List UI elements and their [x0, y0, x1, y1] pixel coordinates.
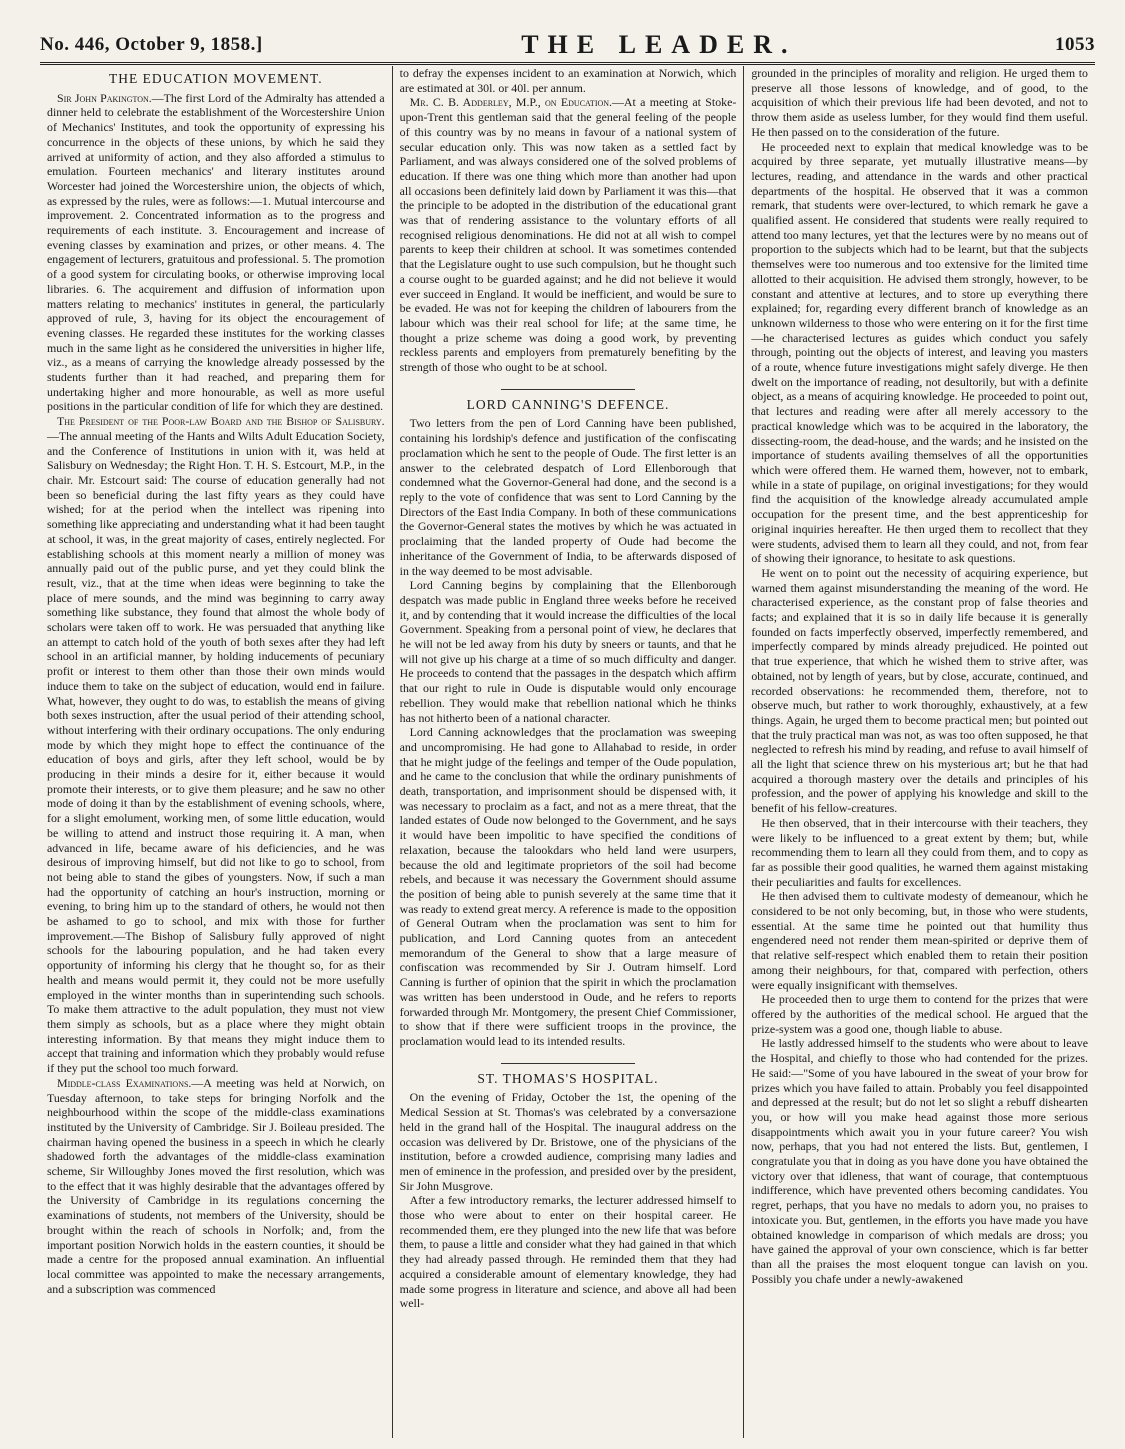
paragraph: He then observed, that in their intercourse with their teachers, they were likely to be influenced to a great extent by them; but, while recommending them to learn all they could from them, and to copy as far as possible their good qualities, he warned them against mistaking their peculiarities and faults for excellences.	[751, 815, 1088, 889]
column-3	[743, 66, 1095, 1438]
paragraph: to defray the expenses incident to an examination at Norwich, which are estimated at 30l. or 40l. per annum.	[399, 66, 737, 95]
paragraph: He went on to point out the necessity of acquiring experience, but warned them against misunderstanding the meaning of the word. He characterised experience, as the constant prop of false theories and facts; and explained that it is so in daily life because it is generally founded on facts imperfectly observed, imperfectly remembered, and imperfectly compared by minds already prejudiced. He pointed out that true experience, that which he wished them to strive after, was obtained, not by length of years, but by close, accurate, continued, and recorded observations: he recommended them, therefore, not to observe much, but rather to work thoroughly, exhaustively, at a few things. Again, he urged them to become practical men; but pointed out that the truly practical man was not, as was too often supposed, he that neglected to refresh his mind by reading, and refuse to avail himself of all the light that science threw on his mysterious art; but he that had acquired a thorough mastery over the details and principles of his profession, and the power of applying his knowledge and skill to the benefit of his fellow-creatures.	[751, 565, 1088, 816]
paragraph	[47, 414, 385, 1076]
paragraph-lead: Mr. C. B. Adderley, M.P., on Education.	[409, 95, 613, 110]
paragraph-lead: The President of the Poor-law Board and the Bishop of Salisbury.	[57, 414, 385, 429]
issue-date: No. 446, October 9, 1858.]	[40, 34, 263, 55]
masthead	[40, 28, 1095, 65]
paragraph: Two letters from the pen of Lord Canning have been published, containing his lordship's defence and justification of the confiscating proclamation which he sent to the people of Oude. The first letter is an answer to the celebrated despatch of Lord Ellenborough that condemned what the Governor-General had done, and the second is a reply to the vote of confidence that was sent to Lord Canning by the Directors of the East India Company. In both of these communications the Governor-General states the motives by which he was actuated in proclaiming that the landed property of Oude had become the inheritance of the Government of India, to be afterwards disposed of in the way deemed to be most advisable.	[399, 416, 737, 578]
paragraph: After a few introductory remarks, the lecturer addressed himself to those who were about to enter on their hospital career. He recommended them, ere they plunged into the new life that was before them, to pause a little and consider what they had gained in that which they had already passed through. He reminded them that they had acquired a considerable amount of elementary knowledge, they had made some progress in literature and science, and above all had been well-	[399, 1193, 737, 1311]
section-divider	[501, 389, 636, 390]
section-divider	[501, 1063, 636, 1064]
paragraph-body: —At a meeting at Stoke-upon-Trent this gentleman said that the general feeling of the people of this country was by no means in favour of a national system of secular education only. This was now taken as a settled fact by Parliament, and was always considered one of the solved problems of education. If there was one thing which more than another had upon all occasions been definitely laid down by Parliament it was this—that the principle to be adopted in the distribution of the educational grant was that of rendering assistance to the voluntary efforts of all recognised religious denominations. He did not at all wish to compel parents to keep their children at school. It was sometimes contended that the Legislature ought to use such compulsion, but he thought such a course ought to be guarded against; and he did not believe it would ever succeed in England. It would be inefficient, and would be sure to be evaded. He was not for keeping the children of labourers from the labour which was their real school for life; at the same time, he thought a prize scheme was doing a good work, by preventing reckless parents and employers from prematurely benefiting by the strength of those who ought to be at school.	[399, 95, 737, 375]
paragraph-body: —The first Lord of the Admiralty has attended a dinner held to celebrate the establishment of the Worcestershire Union of Mechanics' Institutes, and took the opportunity of expressing his concurrence in the objects of these unions, by which he said they arrived at uniformity of action, and they also afforded a stimulus to emulation. Fourteen mechanics' and literary institutes around Worcester had joined the Worcestershire union, the objects of which, as expressed by the rules, were as follows:—1. Mutual intercourse and improvement. 2. Concentrated information as to the progress and requirements of each institute. 3. Encouragement and increase of evening classes by examination and prizes, or other means. 4. The engagement of lecturers, gratuitous and professional. 5. The promotion of a good system for circulating books, or otherwise improving local libraries. 6. The acquirement and diffusion of information upon matters relating to mechanics' institutes in general, the particularly approved of rule, 3, having for its object the encouragement of evening classes. He regarded these institutes for the working classes much in the same light as he considered the universities in higher life, viz., as a means of carrying the knowledge already possessed by the students further than it had reached, and preparing them for undertaking higher and more honourable, as well as more useful positions in the particular condition of life for which they are destined.	[47, 90, 385, 414]
column-2	[392, 66, 744, 1438]
newspaper-title: THE LEADER.	[521, 30, 797, 59]
paragraph	[47, 91, 385, 414]
paragraph: He then advised them to cultivate modesty of demeanour, which he considered to be not only becoming, but, in those who were students, essential. At the same time he pointed out that humility thus engendered need not render them mean-spirited or deprive them of that relative self-respect which enabled them to retain their position among their neighbours, for that, compared with perfection, others were equally insignificant with themselves.	[751, 889, 1088, 992]
article-columns	[40, 66, 1095, 1438]
paragraph: Lord Canning acknowledges that the proclamation was sweeping and uncompromising. He had gone to Allahabad to reside, in order that he might judge of the feelings and temper of the Oude population, and he came to the conclusion that while the ordinary punishments of death, transportation, and imprisonment should be dispensed with, it was necessary to proclaim as a fact, and not as a mere threat, that the landed estates of Oude now belonged to the Government, and he says it would have been impolitic to have specified the conditions of relaxation, because the talookdars who held land were usurpers, because the old and legitimate proprietors of the soil had become rebels, and because it was necessary the Government should assume the position of being able to punish severely at the same time that it was ready to extend great mercy. A reference is made to the opposition of General Outram when the proclamation was sent to him for publication, and Lord Canning quotes from an antecedent memorandum of the General to show that a large measure of confiscation was recommended by Sir J. Outram himself. Lord Canning is further of opinion that the spirit in which the proclamation was written has been understood in Oude, and he refers to reports forwarded through Mr. Montgomery, the present Chief Commissioner, to show that if there were sufficient troops in the province, the proclamation would lead to its intended results.	[399, 725, 737, 1048]
paragraph: He proceeded next to explain that medical knowledge was to be acquired by three separate, yet mutually illustrative means—by lectures, reading, and attendance in the wards and other practical departments of the hospital. He observed that it was a common remark, that students were over-lectured, to which remark he gave a qualified assent. He considered that students were really required to attend too many lectures, yet that the lectures were by no means out of proportion to the subjects which had to be learnt, but that the subjects themselves were too numerous and too extensive for the limited time allotted to their acquisition. He advised them strongly, however, to be constant and attentive at lectures, and to store up everything there explained; for, regarding every different branch of knowledge as an unknown wilderness to those who were entering on it for the first time—he characterised lectures as guides which conduct you safely through, pointing out the objects of interest, and leaving you masters of a route, whence future investigations might safely diverge. He then dwelt on the importance of reading, not desultorily, but with a definite object, as a means of acquiring knowledge. He proceeded to point out, that lectures and reading were after all merely accessory to the practical knowledge which was to be acquired in the laboratory, the dissecting-room, the dead-house, and the wards; and he insisted on the importance of students availing themselves of all the opportunities which were offered them. He warned them, however, not to embark, while in a state of pupilage, on original investigations; for they would find the acquisition of the knowledge already accumulated ample occupation for the present time, and the best apprenticeship for original inquiries hereafter. He then urged them to recollect that they were students, advised them to learn all they could, and not, from fear of showing their ignorance, to hesitate to ask questions.	[751, 139, 1088, 566]
paragraph-lead: Sir John Pakington.	[57, 90, 152, 105]
paragraph	[47, 1076, 385, 1297]
paragraph	[400, 95, 737, 374]
paragraph: He proceeded then to urge them to contend for the prizes that were offered by the authorities of the medical school. He argued that the prize-system was a good one, though liable to abuse.	[751, 992, 1088, 1036]
column-1	[40, 66, 392, 1438]
headline-st-thomas-hospital: ST. THOMAS'S HOSPITAL.	[477, 1070, 659, 1086]
paragraph-body: —A meeting was held at Norwich, on Tuesday afternoon, to take steps for bringing Norfolk and the neighbourhood within the scope of the middle-class examinations instituted by the University of Cambridge. Sir J. Boileau presided. The chairman having opened the business in a speech in which he clearly shadowed forth the advantages of the middle-class examination scheme, Sir Willoughby Jones moved the first resolution, which was to the effect that it was highly desirable that the advantages offered by the University of Cambridge in its regulations concerning the examinations of students, not members of the University, should be brought within the reach of schools in Norfolk; and, from the important position Norwich holds in the eastern counties, it should be made a centre for the proposed annual examination. An influential local committee was appointed to make the necessary arrangements, and a subscription was commenced	[47, 1075, 385, 1296]
headline-lord-cannings-defence: LORD CANNING'S DEFENCE.	[466, 396, 670, 412]
page-number: 1053	[1054, 34, 1095, 55]
paragraph: He lastly addressed himself to the students who were about to leave the Hospital, and chiefly to those who had contended for the prizes. He said:—"Some of you have laboured in the sweat of your brow for prizes which you have failed to attain. Probably you feel disappointed and depressed at the result; but do not let so slight a rebuff dishearten you, or how will you make head against those more serious disappointments which await you in your future career? You wish now, perhaps, that you had not entered the lists. But, gentlemen, I congratulate you that in doing as you have done you have obtained the victory over that idleness, that want of courage, that contemptuous indifference, which have prevented others becoming candidates. You regret, perhaps, that you have no medals to adorn you, no praises to intoxicate you. But, gentlemen, in the efforts you have made you have obtained knowledge in comparison of which medals are dross; you have gained the approval of your own conscience, which is far better than all the praises the most eloquent tongue can lavish on you. Possibly you chafe under a newly-awakened	[751, 1036, 1088, 1286]
paragraph-lead: Middle-class Examinations.	[57, 1075, 192, 1090]
paragraph: Lord Canning begins by complaining that the Ellenborough despatch was made public in England three weeks before he received it, and by contending that it would increase the difficulties of the local Government. Speaking from a personal point of view, he declares that he will not be led away from his duty by sneers or taunts, and that he will not give up his charge at a time of so much difficulty and danger. He proceeds to contend that the passages in the despatch which affirm that our right to rule in Oude is disputable would only encourage rebellion. They would make that rebellion national which he thinks has not hitherto been of a national character.	[399, 578, 737, 725]
paragraph-body: —The annual meeting of the Hants and Wilts Adult Education Society, and the Conference of Institutions in union with it, was held at Salisbury on Wednesday; the Right Hon. T. H. S. Estcourt, M.P., in the chair. Mr. Estcourt said: The course of education generally had not been so beneficial during the last fifty years as they could have wished; for at the period when the intellect was ripening into something like appreciating and understanding what it had been taught at school, it was, in the great majority of cases, entirely neglected. For establishing schools at this moment nearly a million of money was annually paid out of the public purse, and yet they could blink the result, viz., that at the time when ideas were beginning to take the place of mere sounds, and the mind was beginning to carry away something like substance, they found that almost the whole body of scholars were taken off to work. He was persuaded that anything like an attempt to catch hold of the youth of both sexes after they had left school in an artificial manner, by holding inducements of pecuniary profit or interest to them other than those their own minds would induce them to take on the subject of education, would end in failure. What, however, they ought to do was, to establish the means of giving both sexes instruction, after the usual period of their attending school, without interfering with their ordinary occupations. The only enduring mode by which they might hope to effect the continuance of the education of boys and girls, after they left school, would be by producing in their minds a desire for it, either because it would promote their interests, or to give them pleasure; and he saw no other mode of doing it than by the establishment of evening schools, where, for a slight emolument, working men, of some little education, would be willing to attend and instruct those requiring it. A man, when advanced in life, became aware of his deficiencies, and he was desirous of improving himself, but did not like to go to school, from not being able to stand the gibes of youngsters. Now, if such a man had the opportunity of catching an hour's instruction, morning or evening, to bring him up to the standard of others, he would not then be ashamed to go to school, and mix with those for further improvement.—The Bishop of Salisbury fully approved of night schools for the labouring population, and he had taken every opportunity of informing his clergy that he thought so, for as their health and means would permit it, they could not be more usefully employed in the winter months than in superintending such schools. To make them attractive to the adult population, they must not view them simply as schools, but as a place where they might obtain interesting information. By that means they might induce them to accept that training and information which they probably would refuse if they put the school too much forward.	[47, 428, 385, 1076]
paragraph: On the evening of Friday, October the 1st, the opening of the Medical Session at St. Thomas's was celebrated by a conversazione held in the grand hall of the Hospital. The inaugural address on the occasion was delivered by Dr. Bristowe, one of the physicians of the institution, before a crowded audience, comprising many ladies and men of eminence in the profession, and presided over by the president, Sir John Musgrove.	[399, 1090, 737, 1193]
headline-education-movement: THE EDUCATION MOVEMENT.	[109, 71, 323, 86]
paragraph: grounded in the principles of morality and religion. He urged them to preserve all those lessons of knowledge, and of good, to the acquisition of which their previous life had been devoted, and not to throw them aside as useless lumber, for they would find them useful. He then passed on to the consideration of the future.	[751, 66, 1088, 139]
